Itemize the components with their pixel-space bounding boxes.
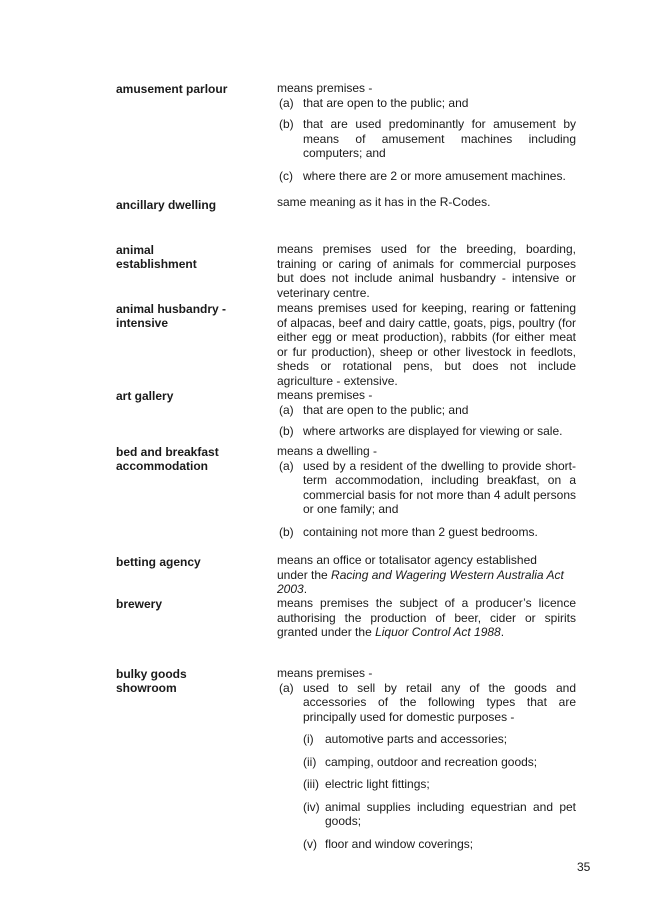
definition-intro: means a dwelling - bbox=[277, 444, 378, 458]
list-item bbox=[277, 459, 576, 517]
term-amusement-parlour: amusement parlour bbox=[116, 82, 228, 96]
definition-amusement-parlour bbox=[277, 81, 576, 183]
sub-list-item bbox=[277, 837, 576, 852]
list-item bbox=[277, 403, 576, 418]
definition-bed-and-breakfast bbox=[277, 444, 576, 539]
item-text: that are used predominantly for amusement by means of amusement machines including computers; and bbox=[303, 117, 576, 160]
term-betting-agency: betting agency bbox=[116, 555, 201, 569]
item-marker: (b) bbox=[279, 424, 294, 438]
term-art-gallery: art gallery bbox=[116, 389, 174, 403]
term-ancillary-dwelling: ancillary dwelling bbox=[116, 198, 217, 212]
sub-item-marker: (iii) bbox=[303, 777, 319, 791]
sub-item-marker: (iv) bbox=[303, 799, 320, 814]
sub-item-text: floor and window coverings; bbox=[325, 836, 474, 851]
sub-list-item bbox=[277, 755, 576, 770]
definition-intro: means premises - bbox=[277, 666, 373, 680]
item-text: where there are 2 or more amusement machines. bbox=[303, 168, 566, 183]
item-marker: (c) bbox=[279, 168, 293, 183]
sub-list-item bbox=[277, 732, 576, 747]
page-number: 35 bbox=[577, 860, 591, 874]
sub-item-marker: (i) bbox=[303, 732, 314, 746]
definition-animal-husbandry-intensive bbox=[277, 301, 576, 388]
term-line: animal bbox=[116, 243, 155, 257]
sub-item-text: electric light fittings; bbox=[325, 777, 430, 791]
definition-intro: means premises - bbox=[277, 81, 373, 95]
term-bulky-goods-showroom bbox=[116, 667, 266, 695]
term-bed-and-breakfast-accommodation bbox=[116, 445, 266, 473]
list-item bbox=[277, 681, 576, 725]
sub-item-marker: (ii) bbox=[303, 754, 317, 769]
definition-animal-establishment bbox=[277, 242, 576, 300]
term-line: bed and breakfast bbox=[116, 445, 219, 459]
term-animal-establishment bbox=[116, 243, 266, 271]
definition-text: means premises used for the breeding, boarding, training or caring of animals for commercial purposes but does not include animal husbandry - intensive or veterinary centre. bbox=[277, 242, 576, 300]
act-name: Liquor Control Act 1988 bbox=[375, 625, 501, 639]
list-item bbox=[277, 117, 576, 161]
item-text: used by a resident of the dwelling to provide short-term accommodation, including breakfast, on a commercial basis for not more than 4 adult persons or one family; and bbox=[303, 458, 576, 516]
definition-text bbox=[277, 596, 576, 640]
term-line: intensive bbox=[116, 316, 169, 330]
definition-post: . bbox=[303, 582, 308, 596]
term-line: bulky goods bbox=[116, 667, 187, 681]
item-text: used to sell by retail any of the goods and accessories of the following types that are principally used for domestic purposes - bbox=[303, 680, 576, 724]
item-marker: (a) bbox=[279, 458, 294, 473]
item-marker: (b) bbox=[279, 117, 294, 131]
act-name: Racing and Wagering Western Australia Act 2003 bbox=[277, 567, 564, 596]
definition-post: . bbox=[500, 625, 505, 639]
sub-item-text: camping, outdoor and recreation goods; bbox=[325, 754, 538, 769]
term-line: animal husbandry - bbox=[116, 302, 227, 316]
item-text: that are open to the public; and bbox=[303, 95, 469, 110]
definition-art-gallery bbox=[277, 388, 576, 439]
definition-pre: means premises the subject of a producer’s licence authorising the production of beer, cider or spirits granted under the bbox=[277, 596, 576, 639]
item-marker: (a) bbox=[279, 402, 294, 417]
definition-pre: means an office or totalisator agency established under the bbox=[277, 553, 537, 582]
term-line: showroom bbox=[116, 681, 177, 695]
item-marker: (a) bbox=[279, 680, 294, 695]
item-text: where artworks are displayed for viewing or sale. bbox=[303, 424, 563, 438]
item-text: containing not more than 2 guest bedrooms. bbox=[303, 524, 538, 539]
list-item bbox=[277, 525, 576, 540]
term-brewery: brewery bbox=[116, 597, 163, 611]
sub-item-text: animal supplies including equestrian and pet goods; bbox=[325, 799, 576, 828]
item-marker: (a) bbox=[279, 95, 294, 110]
term-animal-husbandry-intensive bbox=[116, 302, 266, 330]
sub-item-text: automotive parts and accessories; bbox=[325, 732, 508, 746]
definition-betting-agency bbox=[277, 553, 567, 597]
definition-text: same meaning as it has in the R-Codes. bbox=[277, 195, 491, 209]
definition-text bbox=[277, 553, 567, 597]
definition-ancillary-dwelling bbox=[277, 195, 576, 210]
list-item bbox=[277, 96, 576, 111]
item-marker: (b) bbox=[279, 524, 294, 539]
sub-item-marker: (v) bbox=[303, 836, 317, 851]
term-line: establishment bbox=[116, 257, 197, 271]
term-line: accommodation bbox=[116, 459, 209, 473]
item-text: that are open to the public; and bbox=[303, 402, 469, 417]
definition-intro: means premises - bbox=[277, 388, 373, 402]
definition-brewery bbox=[277, 596, 576, 640]
sub-list-item bbox=[277, 777, 576, 792]
list-item bbox=[277, 169, 576, 184]
list-item bbox=[277, 424, 576, 439]
definition-text: means premises used for keeping, rearing or fattening of alpacas, beef and dairy cattle, goats, pigs, poultry (for either egg or meat production), rabbits (for either meat or fur production), sheep or other livestock in feedlots, sheds or rotational pens, but does not include agriculture - extensive. bbox=[277, 301, 576, 388]
sub-list-item bbox=[277, 800, 576, 829]
definition-bulky-goods-showroom bbox=[277, 666, 576, 851]
